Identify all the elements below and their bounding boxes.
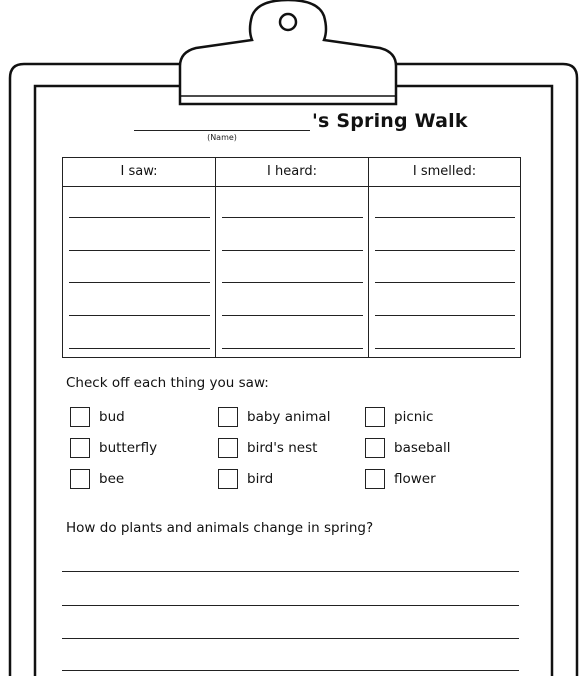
column-i-heard <box>215 158 368 357</box>
checkbox-label: butterfly <box>99 440 158 456</box>
writing-line[interactable] <box>222 250 363 251</box>
writing-line[interactable] <box>222 348 363 349</box>
writing-line[interactable] <box>375 348 515 349</box>
checkbox-label: baseball <box>394 440 451 456</box>
checkbox[interactable] <box>218 407 238 427</box>
answer-line[interactable] <box>62 670 519 671</box>
writing-line[interactable] <box>69 282 210 283</box>
writing-line[interactable] <box>222 315 363 316</box>
column-i-saw <box>63 158 215 357</box>
writing-line[interactable] <box>69 315 210 316</box>
name-caption: (Name) <box>207 133 237 142</box>
worksheet-title: 's Spring Walk <box>312 110 468 132</box>
checkbox[interactable] <box>70 469 90 489</box>
column-header: I smelled: <box>369 158 520 187</box>
column-header: I heard: <box>216 158 368 187</box>
answer-line[interactable] <box>62 638 519 639</box>
writing-line[interactable] <box>375 315 515 316</box>
observation-table <box>62 157 521 358</box>
question-text: How do plants and animals change in spring? <box>66 520 374 536</box>
writing-line[interactable] <box>375 282 515 283</box>
answer-line[interactable] <box>62 571 519 572</box>
checklist-heading: Check off each thing you saw: <box>66 375 269 391</box>
checkbox-label: bird <box>247 471 274 487</box>
checkbox[interactable] <box>218 469 238 489</box>
checkbox-label: bee <box>99 471 125 487</box>
checkbox[interactable] <box>365 438 385 458</box>
checkbox-label: baby animal <box>247 409 331 425</box>
checkbox[interactable] <box>365 407 385 427</box>
writing-line[interactable] <box>375 250 515 251</box>
column-header: I saw: <box>63 158 215 187</box>
column-i-smelled <box>368 158 520 357</box>
name-blank-line[interactable] <box>134 130 310 131</box>
checkbox[interactable] <box>365 469 385 489</box>
answer-line[interactable] <box>62 605 519 606</box>
writing-line[interactable] <box>69 217 210 218</box>
checkbox-label: flower <box>394 471 436 487</box>
writing-line[interactable] <box>375 217 515 218</box>
checkbox[interactable] <box>70 438 90 458</box>
clip-hole-icon <box>280 14 296 30</box>
checkbox[interactable] <box>70 407 90 427</box>
writing-line[interactable] <box>69 250 210 251</box>
checkbox-label: bird's nest <box>247 440 318 456</box>
writing-line[interactable] <box>222 282 363 283</box>
checkbox-label: picnic <box>394 409 434 425</box>
worksheet-title-row <box>0 108 587 148</box>
checkbox-label: bud <box>99 409 125 425</box>
writing-line[interactable] <box>69 348 210 349</box>
checkbox[interactable] <box>218 438 238 458</box>
writing-line[interactable] <box>222 217 363 218</box>
